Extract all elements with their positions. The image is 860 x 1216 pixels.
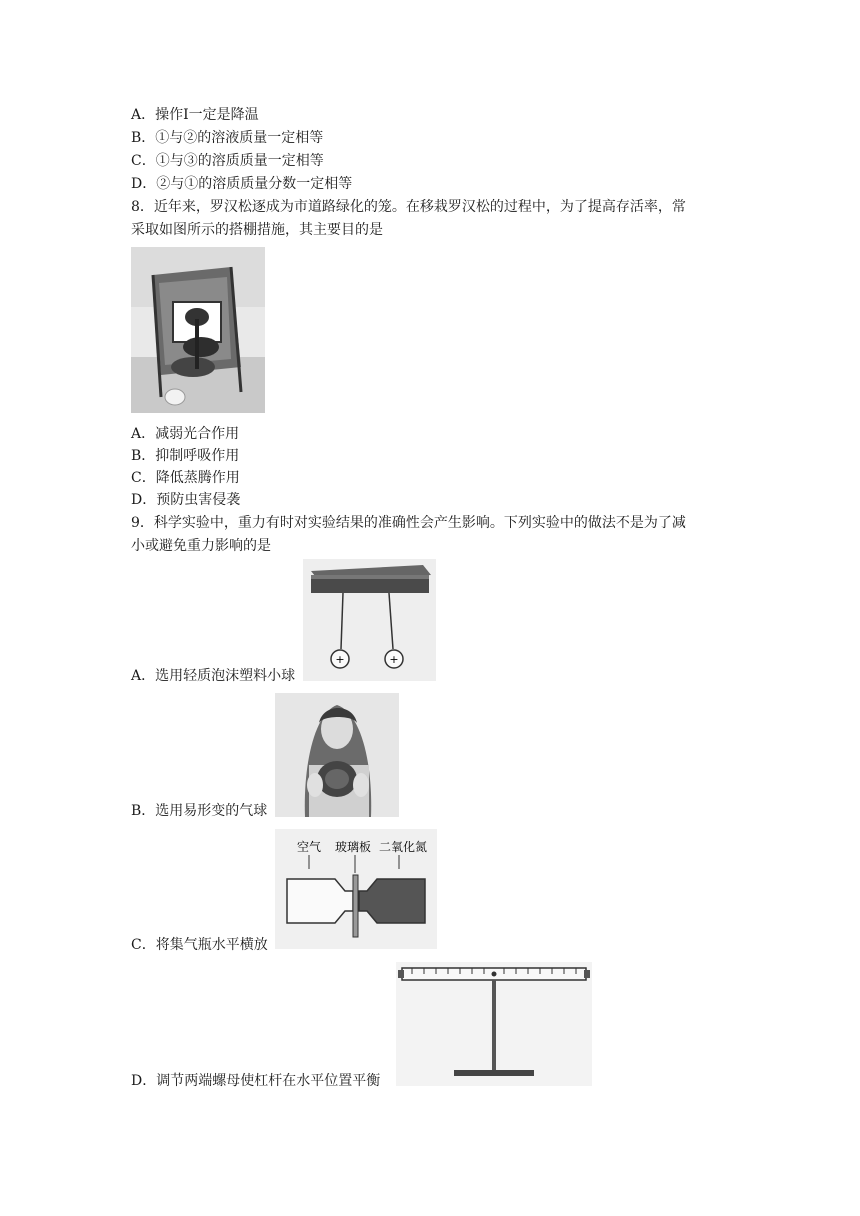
q9-stem-line2: 小或避免重力影响的是 bbox=[131, 538, 271, 554]
no2-label: 二氧化氮 bbox=[379, 840, 428, 854]
glass-plate-label: 玻璃板 bbox=[335, 840, 372, 854]
balloon-photo bbox=[275, 693, 399, 817]
q9-option-c: C．将集气瓶水平横放 bbox=[131, 937, 268, 953]
charge-label-left: + bbox=[335, 653, 345, 666]
q8-option-c: C．降低蒸腾作用 bbox=[131, 470, 240, 486]
q7-option-b: B．①与②的溶液质量一定相等 bbox=[131, 130, 324, 146]
charge-label-right: + bbox=[389, 653, 399, 666]
shade-shelter-photo bbox=[131, 247, 265, 413]
q8-option-d: D．预防虫害侵袭 bbox=[131, 492, 241, 508]
charged-balls-figure bbox=[303, 559, 436, 681]
q9-option-a: A．选用轻质泡沫塑料小球 bbox=[131, 668, 296, 684]
q8-stem-line1: 8．近年来，罗汉松逐成为市道路绿化的笼。在移栽罗汉松的过程中，为了提高存活率，常 bbox=[131, 199, 686, 215]
q9-stem-line1: 9．科学实验中，重力有时对实验结果的准确性会产生影响。下列实验中的做法不是为了减 bbox=[131, 515, 686, 531]
q7-option-c: C．①与③的溶质质量一定相等 bbox=[131, 153, 324, 169]
lever-balance-figure bbox=[396, 962, 592, 1086]
air-label: 空气 bbox=[297, 840, 322, 854]
gas-bottles-figure bbox=[275, 829, 437, 949]
q8-option-b: B．抑制呼吸作用 bbox=[131, 448, 240, 464]
q7-option-d: D．②与①的溶质质量分数一定相等 bbox=[131, 176, 353, 192]
q9-option-b: B．选用易形变的气球 bbox=[131, 803, 268, 819]
q9-option-d: D．调节两端螺母使杠杆在水平位置平衡 bbox=[131, 1073, 381, 1089]
q8-stem-line2: 采取如图所示的搭棚措施，其主要目的是 bbox=[131, 222, 383, 238]
q7-option-a: A．操作Ⅰ一定是降温 bbox=[131, 107, 259, 123]
q8-option-a: A．减弱光合作用 bbox=[131, 426, 240, 442]
